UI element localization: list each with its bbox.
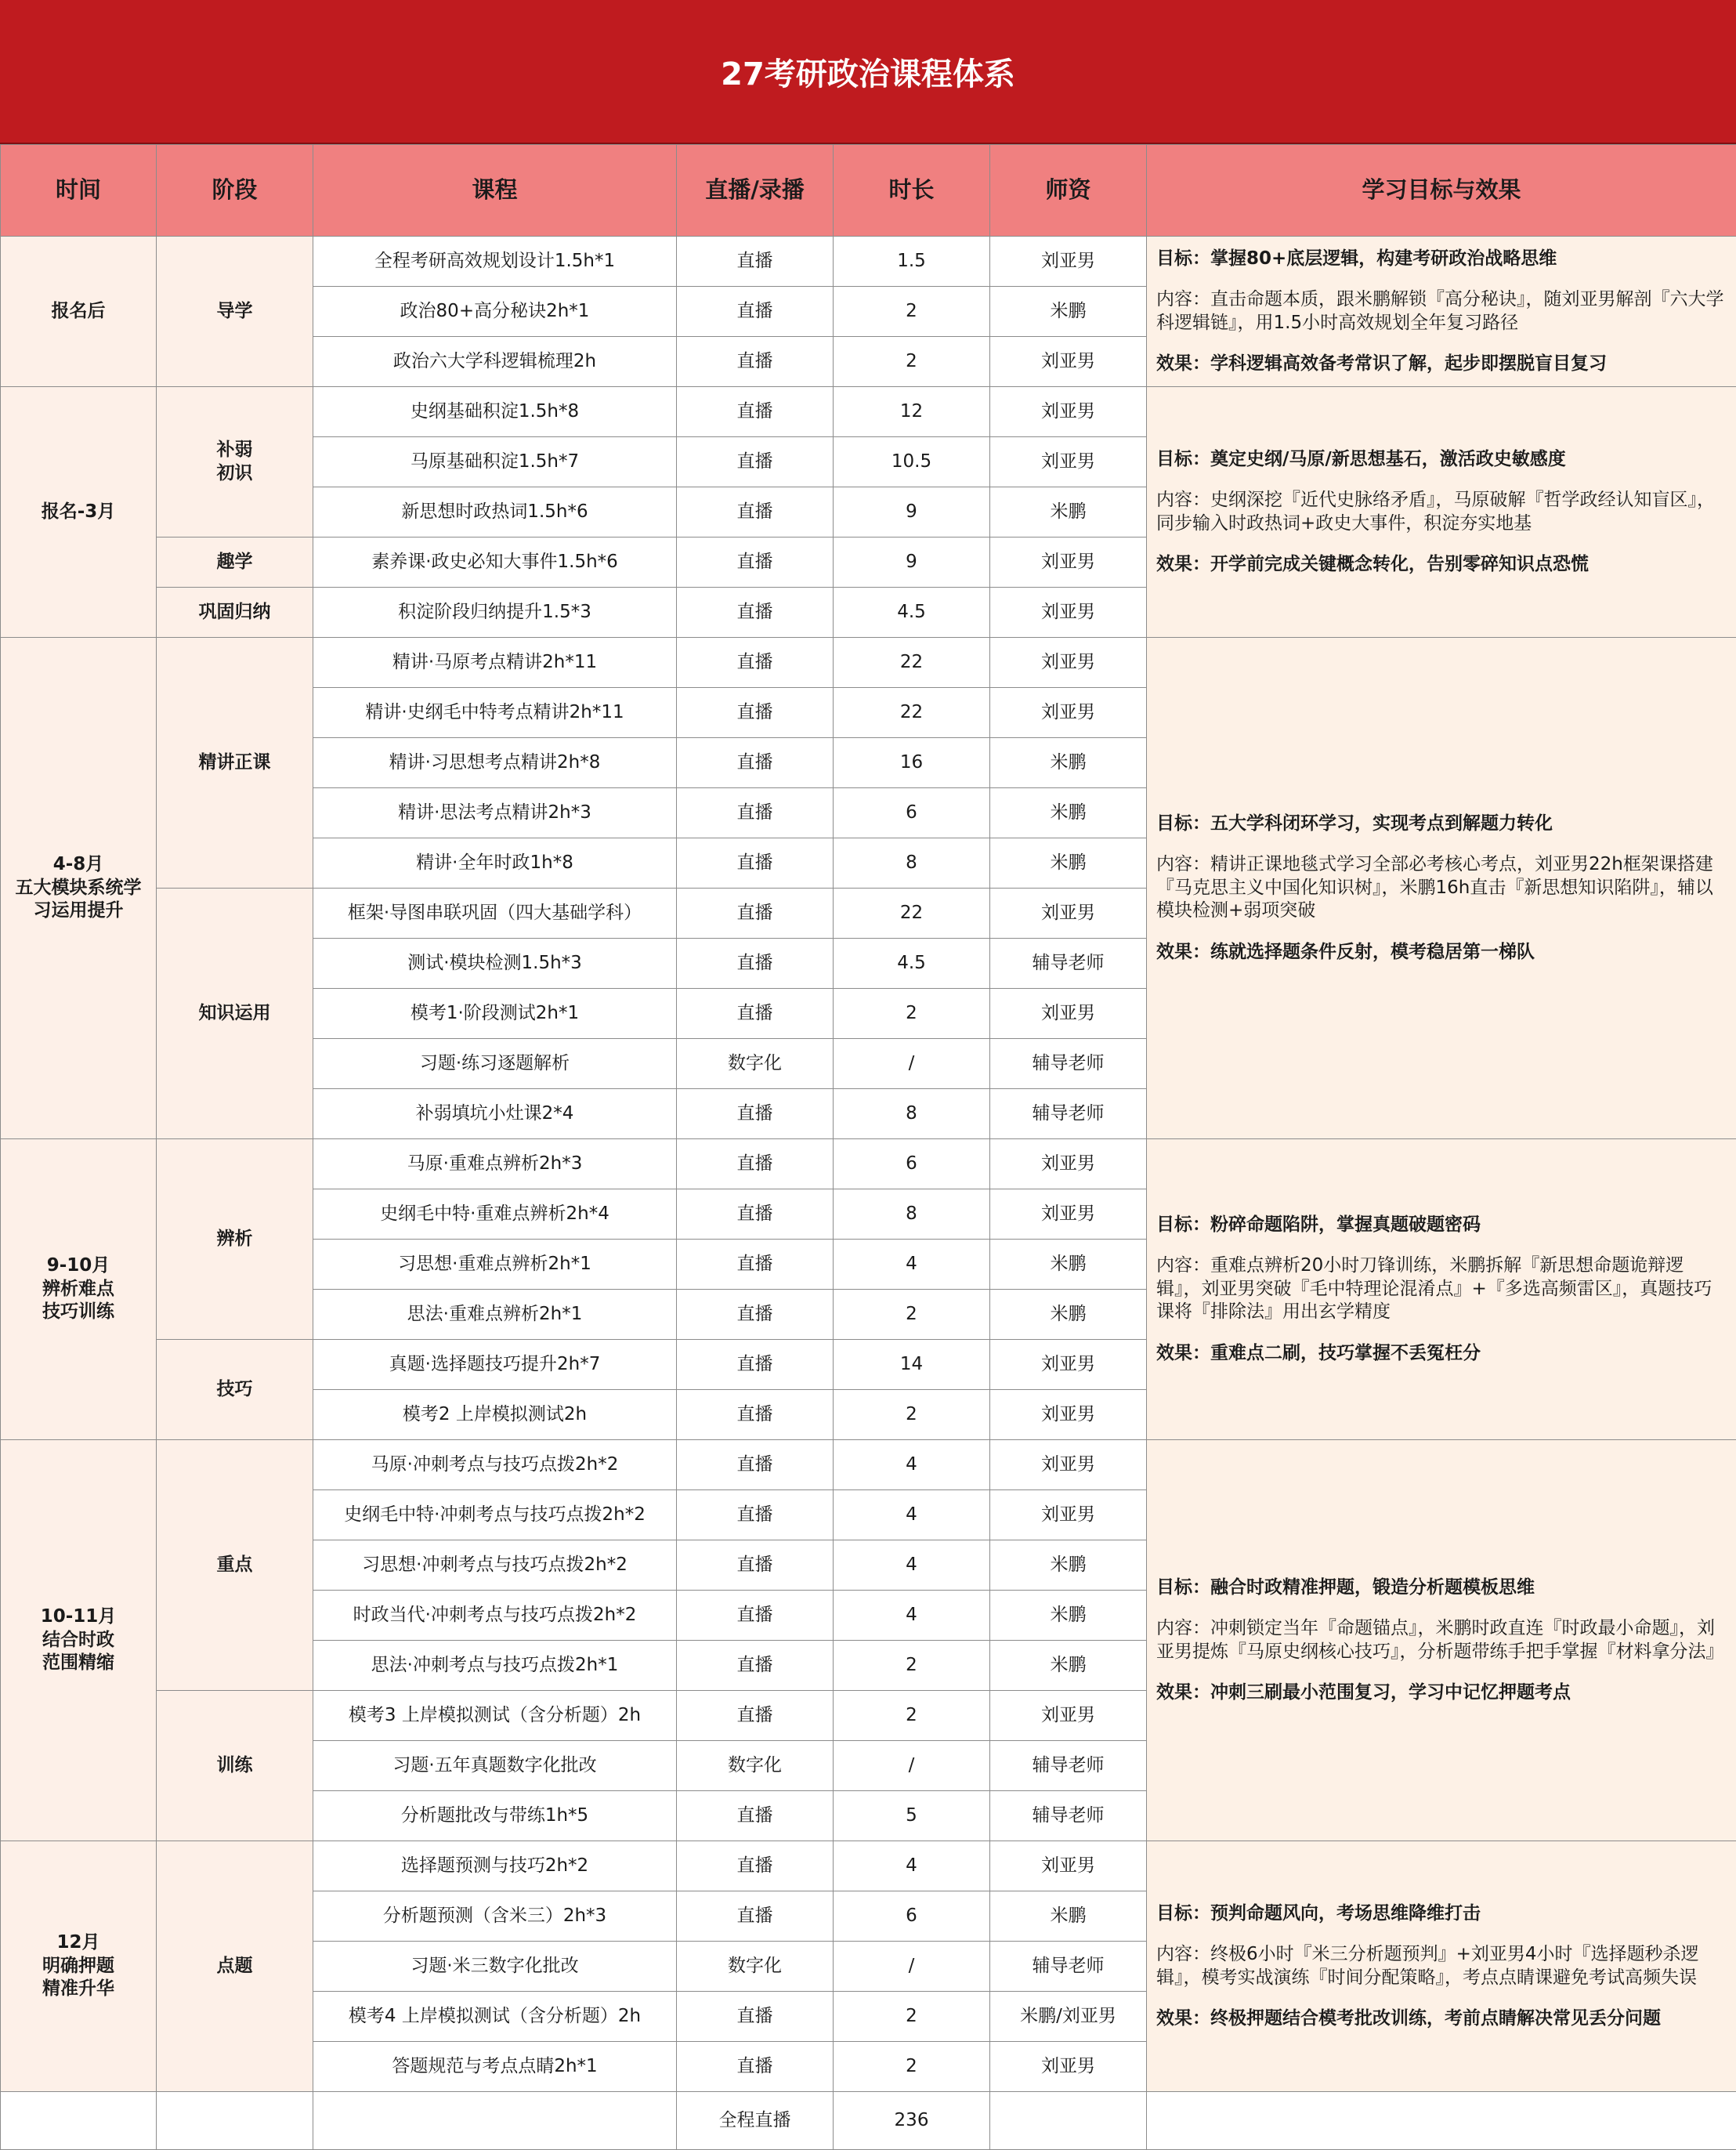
course-hours: 16 <box>834 738 990 788</box>
goal-effect: 效果：开学前完成关键概念转化，告别零碎知识点恐慌 <box>1156 554 1589 575</box>
course-name: 选择题预测与技巧2h*2 <box>313 1841 677 1891</box>
course-name: 模考3 上岸模拟测试（含分析题）2h <box>313 1691 677 1741</box>
stage-label: 训练 <box>216 1754 253 1775</box>
course-mode: 直播 <box>677 1891 834 1942</box>
course-row <box>1 1841 1736 1891</box>
course-name: 马原基础积淀1.5h*7 <box>313 437 677 487</box>
course-mode: 数字化 <box>677 1942 834 1992</box>
course-name: 模考2 上岸模拟测试2h <box>313 1390 677 1440</box>
goal-cell <box>1147 237 1736 387</box>
course-mode: 直播 <box>677 1540 834 1591</box>
goal-target: 目标：融合时政精准押题，锻造分析题模板思维 <box>1156 1576 1535 1598</box>
time-cell <box>1 387 157 638</box>
goal-cell <box>1147 387 1736 638</box>
header-row <box>1 145 1736 237</box>
course-hours: / <box>834 1039 990 1089</box>
time-label: 结合时政 <box>42 1629 114 1650</box>
course-hours: 2 <box>834 1691 990 1741</box>
course-teacher: 刘亚男 <box>990 688 1147 738</box>
total-hours: 236 <box>834 2092 990 2150</box>
course-teacher: 米鹏 <box>990 838 1147 889</box>
stage-cell <box>157 237 313 387</box>
course-teacher: 米鹏 <box>990 487 1147 538</box>
course-name: 真题·选择题技巧提升2h*7 <box>313 1340 677 1390</box>
course-name: 马原·冲刺考点与技巧点拨2h*2 <box>313 1440 677 1490</box>
course-name: 习题·练习逐题解析 <box>313 1039 677 1089</box>
goal-effect: 效果：终极押题结合模考批改训练，考前点睛解决常见丢分问题 <box>1156 2008 1661 2029</box>
course-hours: 14 <box>834 1340 990 1390</box>
total-empty-3 <box>313 2092 677 2150</box>
course-mode: 直播 <box>677 387 834 437</box>
course-name: 测试·模块检测1.5h*3 <box>313 939 677 989</box>
goal-target: 目标：粉碎命题陷阱，掌握真题破题密码 <box>1156 1214 1481 1235</box>
course-name: 全程考研高效规划设计1.5h*1 <box>313 237 677 287</box>
course-teacher: 辅导老师 <box>990 939 1147 989</box>
stage-label: 点题 <box>216 1955 253 1976</box>
course-name: 精讲·马原考点精讲2h*11 <box>313 638 677 688</box>
goal-target: 目标：预判命题风向，考场思维降维打击 <box>1156 1902 1481 1924</box>
course-teacher: 辅导老师 <box>990 1089 1147 1139</box>
goal-target: 目标：五大学科闭环学习，实现考点到解题力转化 <box>1156 813 1553 834</box>
course-teacher: 刘亚男 <box>990 1490 1147 1540</box>
stage-cell <box>157 638 313 889</box>
course-teacher: 刘亚男 <box>990 1691 1147 1741</box>
course-teacher: 米鹏 <box>990 287 1147 337</box>
course-mode: 直播 <box>677 1139 834 1189</box>
stage-cell <box>157 588 313 638</box>
course-hours: 4.5 <box>834 939 990 989</box>
course-name: 补弱填坑小灶课2*4 <box>313 1089 677 1139</box>
course-row <box>1 638 1736 688</box>
stage-label: 重点 <box>216 1554 253 1575</box>
course-name: 积淀阶段归纳提升1.5*3 <box>313 588 677 638</box>
course-teacher: 辅导老师 <box>990 1039 1147 1089</box>
course-mode: 直播 <box>677 738 834 788</box>
course-mode: 直播 <box>677 638 834 688</box>
course-hours: 4 <box>834 1490 990 1540</box>
goal-cell <box>1147 638 1736 1139</box>
course-teacher: 刘亚男 <box>990 1139 1147 1189</box>
time-label: 报名后 <box>51 300 106 321</box>
stage-cell <box>157 1139 313 1340</box>
course-teacher: 刘亚男 <box>990 337 1147 387</box>
goal-cell <box>1147 1139 1736 1440</box>
course-name: 新思想时政热词1.5h*6 <box>313 487 677 538</box>
course-teacher: 米鹏 <box>990 1891 1147 1942</box>
course-mode: 直播 <box>677 2042 834 2092</box>
course-teacher: 米鹏 <box>990 788 1147 838</box>
course-hours: 6 <box>834 788 990 838</box>
course-hours: 12 <box>834 387 990 437</box>
course-teacher: 辅导老师 <box>990 1791 1147 1841</box>
header-hours: 时长 <box>834 145 990 237</box>
goal-content: 内容：重难点辨析20小时刀锋训练，米鹏拆解『新思想命题诡辩逻辑』，刘亚男突破『毛中特理论混淆点』+『多选高频雷区』，真题技巧课将『排除法』用出玄学精度 <box>1156 1254 1712 1323</box>
course-hours: 8 <box>834 1089 990 1139</box>
course-mode: 直播 <box>677 838 834 889</box>
course-mode: 直播 <box>677 1390 834 1440</box>
course-hours: 6 <box>834 1891 990 1942</box>
course-hours: 8 <box>834 1189 990 1240</box>
course-mode: 直播 <box>677 337 834 387</box>
course-teacher: 刘亚男 <box>990 437 1147 487</box>
course-name: 习思想·重难点辨析2h*1 <box>313 1240 677 1290</box>
course-mode: 直播 <box>677 1591 834 1641</box>
course-name: 精讲·史纲毛中特考点精讲2h*11 <box>313 688 677 738</box>
sheet-title: 27考研政治课程体系 <box>0 0 1736 144</box>
time-label: 10-11月 <box>40 1605 117 1627</box>
course-name: 马原·重难点辨析2h*3 <box>313 1139 677 1189</box>
goal-effect: 效果：学科逻辑高效备考常识了解，起步即摆脱盲目复习 <box>1156 353 1607 375</box>
course-mode: 直播 <box>677 1641 834 1691</box>
course-name: 分析题批改与带练1h*5 <box>313 1791 677 1841</box>
total-empty-1 <box>1 2092 157 2150</box>
course-hours: 4 <box>834 1540 990 1591</box>
course-hours: 2 <box>834 1641 990 1691</box>
course-row <box>1 237 1736 287</box>
course-hours: 2 <box>834 1992 990 2042</box>
course-teacher: 刘亚男 <box>990 2042 1147 2092</box>
time-cell <box>1 1139 157 1440</box>
course-mode: 直播 <box>677 1189 834 1240</box>
course-teacher: 刘亚男 <box>990 1440 1147 1490</box>
course-name: 史纲毛中特·重难点辨析2h*4 <box>313 1189 677 1240</box>
course-name: 模考4 上岸模拟测试（含分析题）2h <box>313 1992 677 2042</box>
course-name: 政治六大学科逻辑梳理2h <box>313 337 677 387</box>
goal-effect: 效果：冲刺三刷最小范围复习，学习中记忆押题考点 <box>1156 1682 1571 1703</box>
course-teacher: 刘亚男 <box>990 638 1147 688</box>
course-teacher: 刘亚男 <box>990 1340 1147 1390</box>
goal-content: 内容：冲刺锁定当年『命题锚点』，米鹏时政直连『时政最小命题』，刘亚男提炼『马原史纲核心技巧』，分析题带练手把手掌握『材料拿分法』 <box>1156 1617 1724 1662</box>
course-mode: 直播 <box>677 1290 834 1340</box>
goal-cell <box>1147 1841 1736 2092</box>
time-label: 技巧训练 <box>42 1301 114 1323</box>
course-teacher: 米鹏 <box>990 1540 1147 1591</box>
course-hours: 4 <box>834 1841 990 1891</box>
course-mode: 直播 <box>677 538 834 588</box>
time-label: 习运用提升 <box>33 900 124 921</box>
course-teacher: 米鹏 <box>990 738 1147 788</box>
course-mode: 直播 <box>677 1992 834 2042</box>
stage-label: 巩固归纳 <box>198 601 271 622</box>
goal-effect: 效果：重难点二刷，技巧掌握不丢冤枉分 <box>1156 1343 1481 1364</box>
total-row <box>1 2092 1736 2150</box>
course-mode: 直播 <box>677 287 834 337</box>
header-stage: 阶段 <box>157 145 313 237</box>
goal-content: 内容：精讲正课地毯式学习全部必考核心考点，刘亚男22h框架课搭建『马克思主义中国化知识树』，米鹏16h直击『新思想知识陷阱』，辅以模块检测+弱项突破 <box>1156 853 1713 921</box>
course-mode: 直播 <box>677 1691 834 1741</box>
course-mode: 直播 <box>677 437 834 487</box>
time-label: 范围精缩 <box>42 1652 114 1674</box>
course-hours: 2 <box>834 989 990 1039</box>
course-hours: 4 <box>834 1440 990 1490</box>
total-empty-4 <box>990 2092 1147 2150</box>
course-name: 思法·冲刺考点与技巧点拨2h*1 <box>313 1641 677 1691</box>
course-name: 时政当代·冲刺考点与技巧点拨2h*2 <box>313 1591 677 1641</box>
time-cell <box>1 638 157 1139</box>
stage-cell <box>157 1691 313 1841</box>
course-teacher: 刘亚男 <box>990 1841 1147 1891</box>
course-teacher: 米鹏 <box>990 1240 1147 1290</box>
time-cell <box>1 1841 157 2092</box>
stage-label: 辨析 <box>216 1228 253 1249</box>
course-hours: 8 <box>834 838 990 889</box>
course-mode: 直播 <box>677 487 834 538</box>
time-cell <box>1 237 157 387</box>
course-mode: 直播 <box>677 588 834 638</box>
course-row <box>1 1440 1736 1490</box>
course-row <box>1 387 1736 437</box>
header-time: 时间 <box>1 145 157 237</box>
course-teacher: 刘亚男 <box>990 989 1147 1039</box>
course-teacher: 刘亚男 <box>990 237 1147 287</box>
course-name: 政治80+高分秘诀2h*1 <box>313 287 677 337</box>
course-mode: 数字化 <box>677 1039 834 1089</box>
time-label: 辨析难点 <box>42 1278 114 1299</box>
course-hours: 22 <box>834 638 990 688</box>
stage-cell <box>157 889 313 1139</box>
course-hours: 22 <box>834 688 990 738</box>
course-hours: 4 <box>834 1591 990 1641</box>
course-mode: 数字化 <box>677 1741 834 1791</box>
course-teacher: 辅导老师 <box>990 1741 1147 1791</box>
course-mode: 直播 <box>677 1841 834 1891</box>
course-teacher: 米鹏 <box>990 1641 1147 1691</box>
time-label: 12月 <box>56 1931 100 1953</box>
course-mode: 直播 <box>677 1440 834 1490</box>
course-table <box>0 144 1736 2150</box>
course-teacher: 辅导老师 <box>990 1942 1147 1992</box>
course-mode: 直播 <box>677 688 834 738</box>
stage-label: 知识运用 <box>198 1002 271 1023</box>
course-name: 习思想·冲刺考点与技巧点拨2h*2 <box>313 1540 677 1591</box>
time-label: 9-10月 <box>46 1254 110 1276</box>
course-name: 习题·米三数字化批改 <box>313 1942 677 1992</box>
header-mode: 直播/录播 <box>677 145 834 237</box>
course-name: 精讲·思法考点精讲2h*3 <box>313 788 677 838</box>
course-hours: 9 <box>834 538 990 588</box>
course-teacher: 米鹏 <box>990 1591 1147 1641</box>
course-name: 史纲基础积淀1.5h*8 <box>313 387 677 437</box>
course-mode: 直播 <box>677 939 834 989</box>
course-name: 模考1·阶段测试2h*1 <box>313 989 677 1039</box>
course-hours: 1.5 <box>834 237 990 287</box>
stage-cell <box>157 538 313 588</box>
stage-label: 补弱 <box>216 439 253 460</box>
goal-effect: 效果：练就选择题条件反射，模考稳居第一梯队 <box>1156 942 1535 963</box>
course-hours: 10.5 <box>834 437 990 487</box>
course-mode: 直播 <box>677 1340 834 1390</box>
course-hours: / <box>834 1741 990 1791</box>
course-mode: 直播 <box>677 989 834 1039</box>
course-mode: 直播 <box>677 788 834 838</box>
course-name: 框架·导图串联巩固（四大基础学科） <box>313 889 677 939</box>
goal-content: 内容：直击命题本质，跟米鹏解锁『高分秘诀』，随刘亚男解剖『六大学科逻辑链』，用1.5小时高效规划全年复习路径 <box>1156 288 1724 333</box>
header-course: 课程 <box>313 145 677 237</box>
course-hours: 2 <box>834 287 990 337</box>
course-teacher: 刘亚男 <box>990 1390 1147 1440</box>
total-empty-2 <box>157 2092 313 2150</box>
stage-label: 技巧 <box>216 1378 253 1399</box>
course-teacher: 刘亚男 <box>990 889 1147 939</box>
goal-content: 内容：史纲深挖『近代史脉络矛盾』，马原破解『哲学政经认知盲区』，同步输入时政热词+政史大事件，积淀夯实地基 <box>1156 489 1715 534</box>
course-name: 分析题预测（含米三）2h*3 <box>313 1891 677 1942</box>
course-hours: 9 <box>834 487 990 538</box>
time-label: 明确押题 <box>42 1955 114 1976</box>
course-teacher: 刘亚男 <box>990 538 1147 588</box>
course-name: 精讲·习思想考点精讲2h*8 <box>313 738 677 788</box>
course-teacher: 米鹏 <box>990 1290 1147 1340</box>
stage-cell <box>157 1340 313 1440</box>
time-label: 精准升华 <box>42 1978 114 2000</box>
course-name: 习题·五年真题数字化批改 <box>313 1741 677 1791</box>
course-teacher: 刘亚男 <box>990 588 1147 638</box>
course-name: 精讲·全年时政1h*8 <box>313 838 677 889</box>
course-hours: 5 <box>834 1791 990 1841</box>
goal-target: 目标：奠定史纲/马原/新思想基石，激活政史敏感度 <box>1156 448 1566 469</box>
total-label: 全程直播 <box>677 2092 834 2150</box>
course-mode: 直播 <box>677 1240 834 1290</box>
stage-cell <box>157 1440 313 1691</box>
course-teacher: 刘亚男 <box>990 387 1147 437</box>
time-label: 4-8月 <box>52 853 104 874</box>
course-mode: 直播 <box>677 237 834 287</box>
course-hours: / <box>834 1942 990 1992</box>
goal-cell <box>1147 1440 1736 1841</box>
time-label: 五大模块系统学 <box>15 877 142 898</box>
goal-content: 内容：终极6小时『米三分析题预判』+刘亚男4小时『选择题秒杀逻辑』，模考实战演练『时间分配策略』，考点点睛课避免考试高频失误 <box>1156 1943 1699 1988</box>
time-cell <box>1 1440 157 1841</box>
course-hours: 4 <box>834 1240 990 1290</box>
course-hours: 2 <box>834 1290 990 1340</box>
course-name: 思法·重难点辨析2h*1 <box>313 1290 677 1340</box>
stage-label: 初识 <box>216 462 253 483</box>
stage-cell <box>157 1841 313 2092</box>
course-teacher: 刘亚男 <box>990 1189 1147 1240</box>
course-mode: 直播 <box>677 889 834 939</box>
course-table-body <box>1 145 1736 2150</box>
course-hours: 4.5 <box>834 588 990 638</box>
stage-cell <box>157 387 313 538</box>
total-empty-5 <box>1147 2092 1736 2150</box>
course-name: 史纲毛中特·冲刺考点与技巧点拨2h*2 <box>313 1490 677 1540</box>
time-label: 报名-3月 <box>41 501 116 522</box>
stage-label: 精讲正课 <box>198 751 271 773</box>
course-hours: 2 <box>834 2042 990 2092</box>
course-mode: 直播 <box>677 1490 834 1540</box>
course-hours: 22 <box>834 889 990 939</box>
course-hours: 2 <box>834 337 990 387</box>
course-teacher: 米鹏/刘亚男 <box>990 1992 1147 2042</box>
stage-label: 导学 <box>216 300 253 321</box>
header-teacher: 师资 <box>990 145 1147 237</box>
course-name: 素养课·政史必知大事件1.5h*6 <box>313 538 677 588</box>
header-goal: 学习目标与效果 <box>1147 145 1736 237</box>
course-mode: 直播 <box>677 1089 834 1139</box>
course-row <box>1 1139 1736 1189</box>
goal-target: 目标：掌握80+底层逻辑，构建考研政治战略思维 <box>1156 248 1557 269</box>
stage-label: 趣学 <box>216 551 253 572</box>
course-hours: 2 <box>834 1390 990 1440</box>
course-hours: 6 <box>834 1139 990 1189</box>
course-mode: 直播 <box>677 1791 834 1841</box>
course-name: 答题规范与考点点睛2h*1 <box>313 2042 677 2092</box>
